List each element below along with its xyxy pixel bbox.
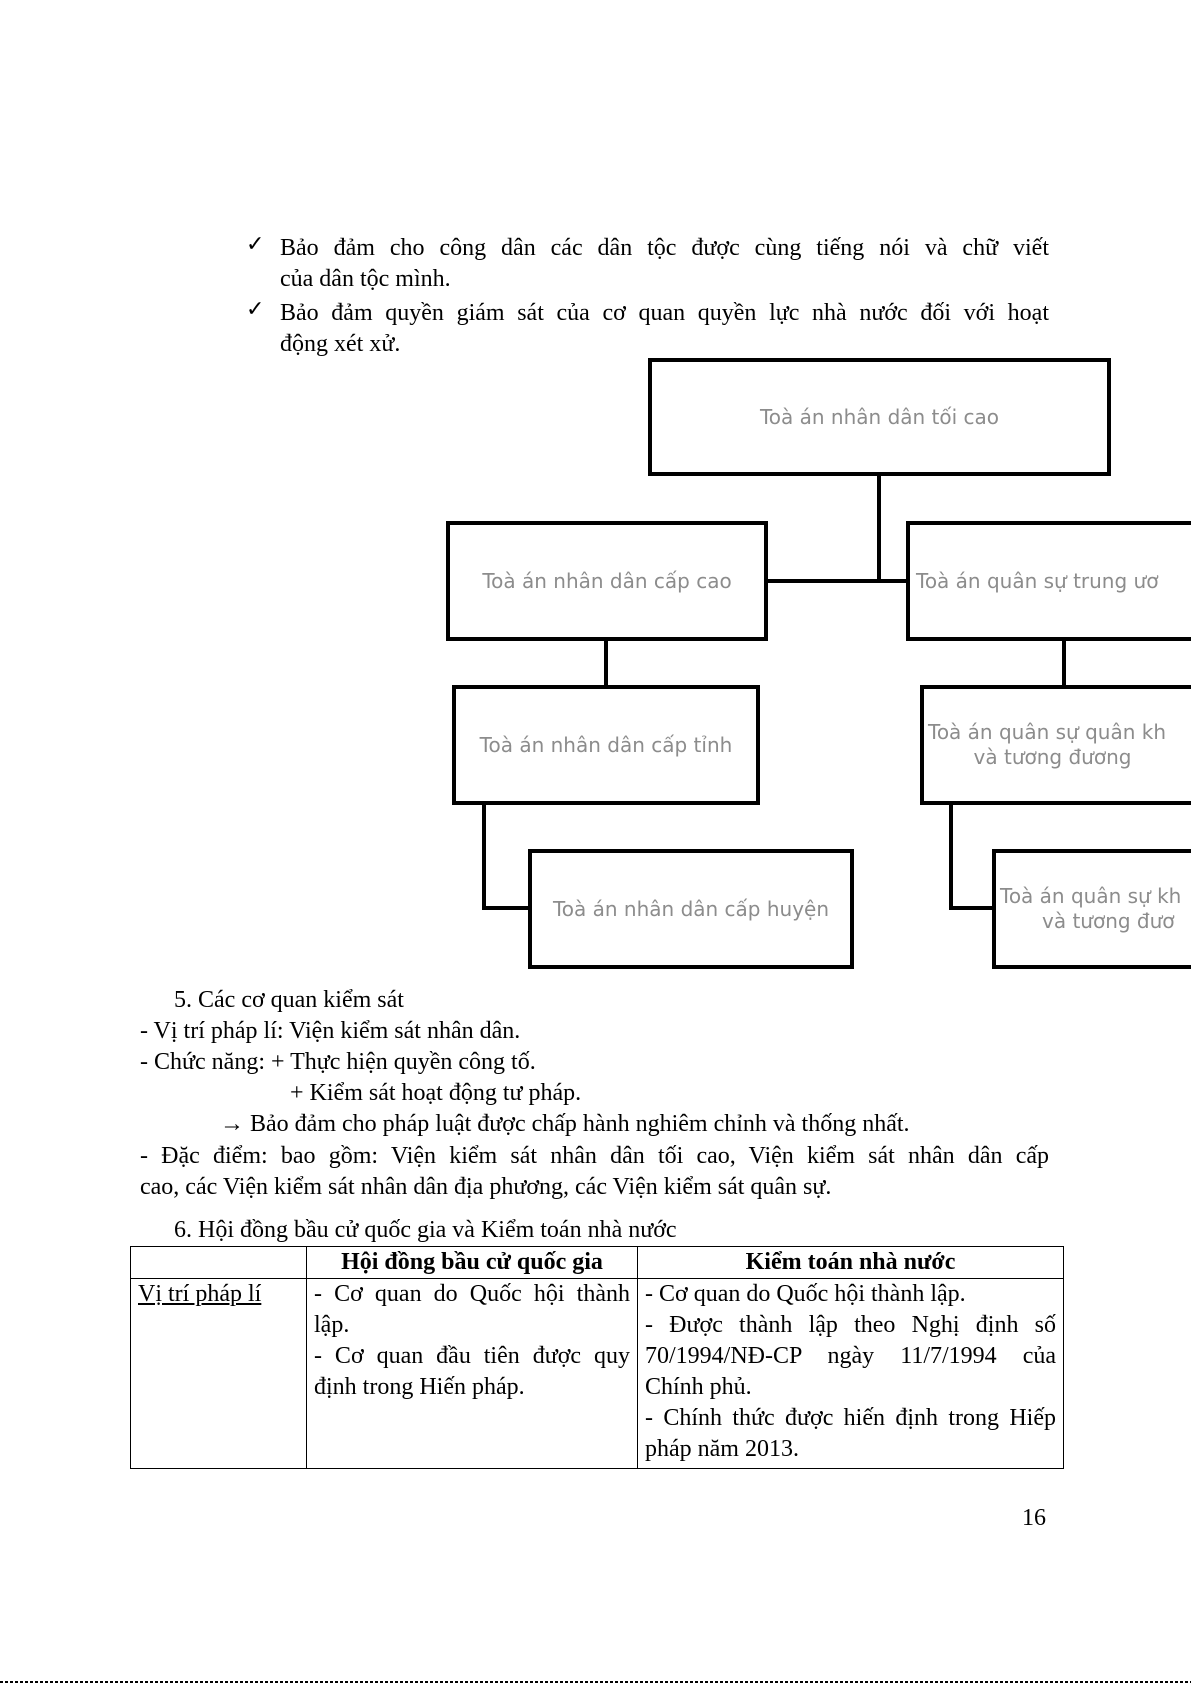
bottom-dotted-rule [0, 1681, 1191, 1683]
table-cell-state-audit [638, 1279, 1064, 1469]
box-high-court [446, 521, 768, 641]
bullet-1-line-2: của dân tộc mình. [280, 266, 451, 292]
box-regional-military-court-label-1: Toà án quân sự kh [1000, 884, 1182, 908]
box-military-region-court-label-2: và tương đương [973, 745, 1132, 769]
box-regional-military-court [992, 849, 1191, 969]
bullet-2-line-1: Bảo đảm quyền giám sát của cơ quan quyền lực nhà nước đối với hoạt [280, 300, 1049, 326]
table-header-row [131, 1247, 1064, 1279]
table-row-label-cell [131, 1279, 307, 1469]
checkmark-icon: ✓ [246, 297, 265, 322]
box-provincial-court [452, 685, 760, 805]
section-5-feature-line-1: - Đặc điểm: bao gồm: Viện kiểm sát nhân dân tối cao, Viện kiểm sát nhân dân cấp [140, 1143, 1049, 1169]
box-provincial-court-label: Toà án nhân dân cấp tỉnh [479, 732, 733, 757]
box-regional-military-court-label-2: và tương đươ [1042, 909, 1175, 933]
table-header-empty [131, 1247, 307, 1279]
connector-right-2-3-horizontal [949, 906, 995, 910]
section-5-result: → Bảo đảm cho pháp luật được chấp hành nghiêm chỉnh và thống nhất. [220, 1111, 910, 1137]
box-central-military-court-label: Toà án quân sự trung ươ [916, 568, 1159, 593]
connector-top-down [877, 474, 881, 580]
table-header-election-council: Hội đồng bầu cử quốc gia [307, 1247, 638, 1279]
box-military-region-court-label-1: Toà án quân sự quân kh [928, 720, 1166, 744]
table-cell-item: - Cơ quan do Quốc hội thành lập. [645, 1281, 966, 1307]
box-central-military-court [906, 521, 1191, 641]
connector-right-2-3-vertical [949, 802, 953, 910]
table-cell-election-council [307, 1279, 638, 1469]
comparison-table [130, 1246, 1064, 1469]
box-supreme-court [648, 358, 1111, 476]
box-district-court-label: Toà án nhân dân cấp huyện [552, 896, 830, 921]
table-cell-item: - Được thành lập theo Nghị định số 70/1994/NĐ-CP ngày 11/7/1994 của Chính phủ. [645, 1312, 1056, 1400]
connector-left-1-2 [604, 638, 608, 688]
box-military-region-court [920, 685, 1191, 805]
box-supreme-court-label: Toà án nhân dân tối cao [759, 404, 1000, 429]
connector-branch-horizontal [764, 579, 909, 583]
bullet-1-line-1: Bảo đảm cho công dân các dân tộc được cùng tiếng nói và chữ viết [280, 235, 1049, 261]
section-5-heading: 5. Các cơ quan kiểm sát [174, 987, 404, 1013]
section-5-function-1: - Chức năng: + Thực hiện quyền công tố. [140, 1049, 536, 1075]
box-high-court-label: Toà án nhân dân cấp cao [482, 568, 732, 593]
page-number: 16 [1022, 1505, 1046, 1531]
connector-left-2-3-horizontal [482, 906, 530, 910]
connector-left-2-3-vertical [482, 802, 486, 910]
box-district-court [528, 849, 854, 969]
table-cell-item: - Cơ quan đầu tiên được quy định trong Hiến pháp. [314, 1343, 630, 1400]
table-cell-item: - Cơ quan do Quốc hội thành lập. [314, 1281, 630, 1338]
checkmark-icon: ✓ [246, 232, 265, 257]
section-6-heading: 6. Hội đồng bầu cử quốc gia và Kiểm toán nhà nước [174, 1217, 677, 1243]
bullet-2-line-2: động xét xử. [280, 331, 401, 357]
table-row [131, 1279, 1064, 1469]
section-5-feature-line-2: cao, các Viện kiểm sát nhân dân địa phương, các Viện kiểm sát quân sự. [140, 1174, 832, 1200]
connector-right-1-2 [1062, 638, 1066, 688]
section-5-function-2: + Kiểm sát hoạt động tư pháp. [290, 1080, 582, 1106]
table-header-state-audit: Kiểm toán nhà nước [638, 1247, 1064, 1279]
table-row-label: Vị trí pháp lí [138, 1281, 262, 1307]
section-5-position: - Vị trí pháp lí: Viện kiểm sát nhân dân. [140, 1018, 521, 1044]
table-cell-item: - Chính thức được hiến định trong Hiếp pháp năm 2013. [645, 1405, 1056, 1462]
